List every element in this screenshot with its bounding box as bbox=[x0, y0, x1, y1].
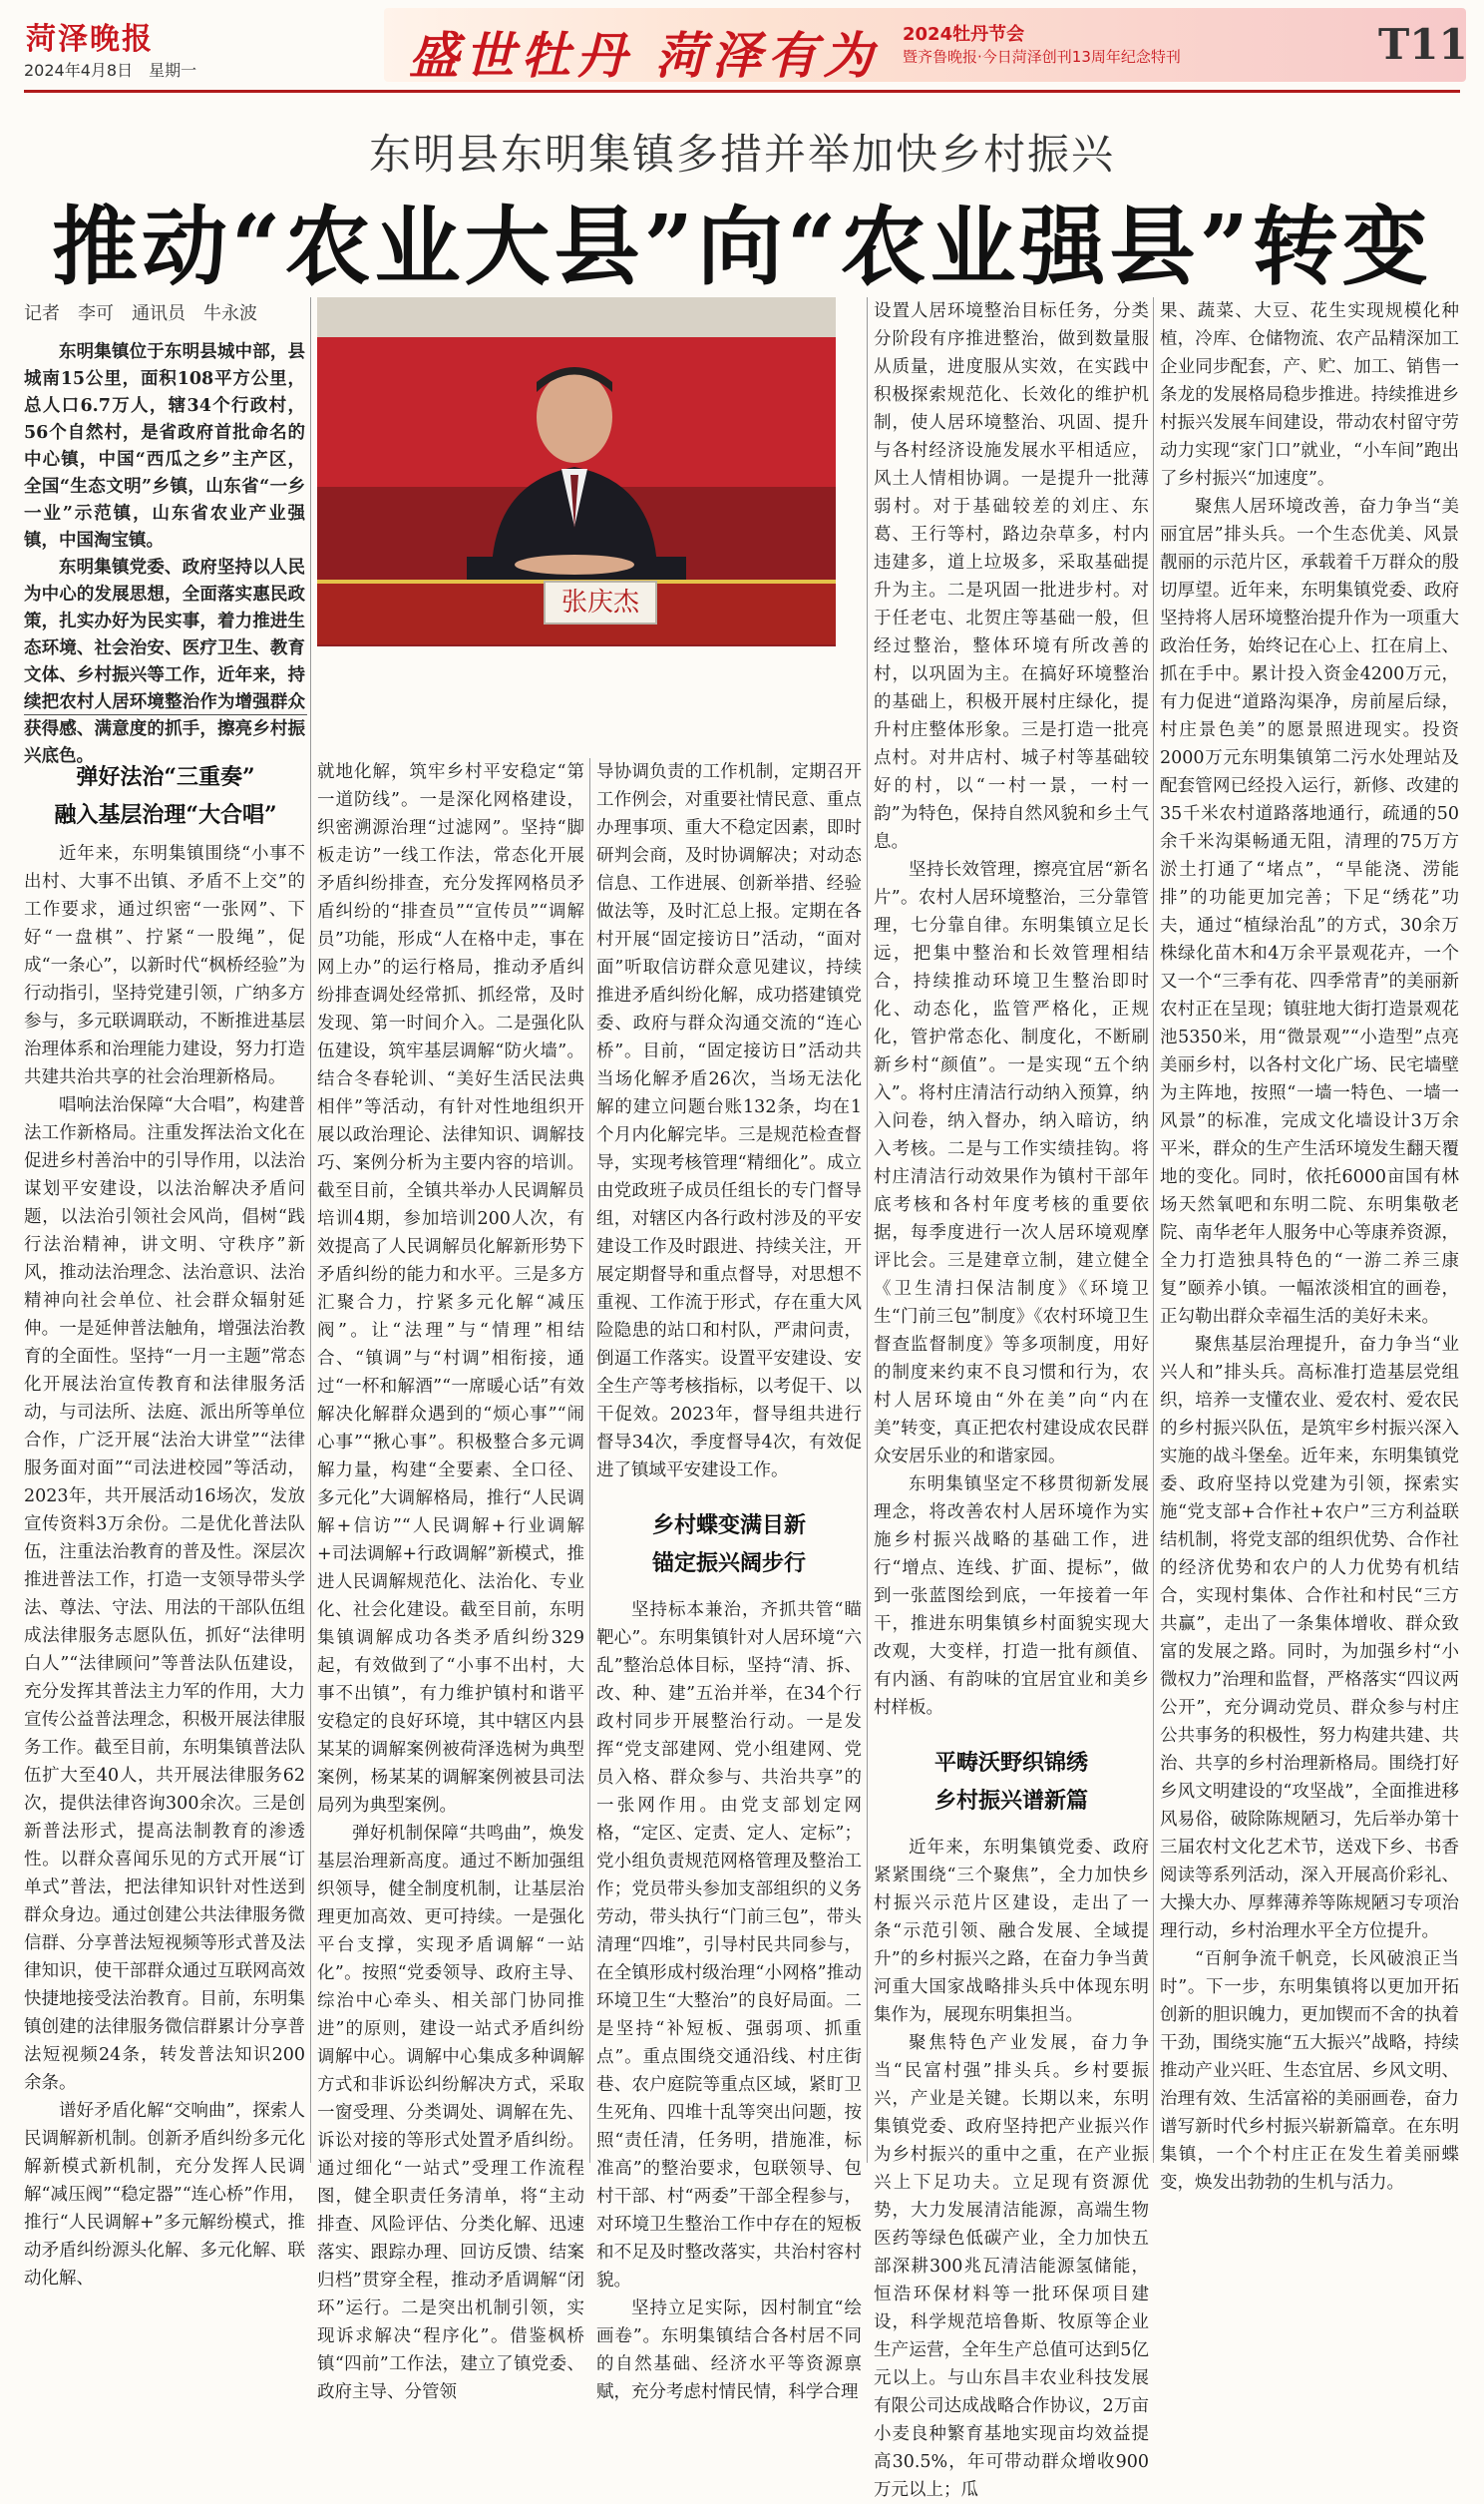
article-column bbox=[1160, 297, 1459, 2193]
body-paragraph: 坚持标本兼治，齐抓共管“瞄靶心”。东明集镇针对人居环境“六乱”整治总体目标，坚持“清、拆、改、种、建”五治并举，在34个行政村同步开展整治行动。一是发挥“党支部建网、党小组建网、党员入格、群众参与、共治共享”的一张网作用。由党支部划定网格，“定区、定责、定人、定标”；党小组负责规范网格管理及整治工作；党员带头参加支部组织的义务劳动，带头执行“门前三包”，带头清理“四堆”，引导村民共同参与，在全镇形成村级治理“小网格”推动环境卫生“大整治”的良好局面。二是坚持“补短板、强弱项、抓重点”。重点围绕交通沿线、村庄街巷、农户庭院等重点区域，紧盯卫生死角、四堆十乱等突出问题，按照“责任清，任务明，措施准，标准高”的整治要求，包联领导、包村干部、村“两委”干部全程参与，对环境卫生整治工作中存在的短板和不足及时整改落实，共治村容村貌。 bbox=[596, 1600, 862, 2291]
banner-subtitle: 暨齐鲁晚报·今日菏泽创刊13周年纪念特刊 bbox=[903, 48, 1181, 66]
issue-date: 2024年4月8日 星期一 bbox=[24, 61, 197, 80]
section-title: 乡村振兴谱新篇 bbox=[933, 1788, 1088, 1814]
body-paragraph: “百舸争流千帆竞，长风破浪正当时”。下一步，东明集镇将以更加开拓创新的胆识魄力，更加锲而不舍的执着干劲，围绕实施“五大振兴”战略，持续推动产业兴旺、生态宜居、乡风文明、治理有效、生活富裕的美丽画卷，奋力谱写新时代乡村振兴崭新篇章。在东明集镇，一个个村庄正在发生着美丽蝶变，焕发出勃勃的生机与活力。 bbox=[1160, 1949, 1459, 2193]
column-rule bbox=[1153, 297, 1154, 2163]
body-paragraph: 东明集镇坚定不移贯彻新发展理念，将改善农村人居环境作为实施乡村振兴战略的基础工作，进行“增点、连线、扩面、提标”，做到一张蓝图绘到底，一年接着一年干，推进东明集镇乡村面貌实现大改观，大变样，打造一批有颜值、有内涵、有韵味的宜居宜业和美乡村样板。 bbox=[874, 1474, 1149, 1718]
lead-paragraph: 东明集镇党委、政府坚持以人民为中心的发展思想，全面落实惠民政策，扎实办好为民实事，着力推进生态环境、社会治安、医疗卫生、教育文体、乡村振兴等工作，近年来，持续把农村人居环境整治作为增强群众获得感、满意度的抓手，擦亮乡村振兴底色。 bbox=[24, 558, 305, 766]
article-kicker: 东明县东明集镇多措并举加快乡村振兴 bbox=[368, 130, 1115, 179]
section-heading bbox=[596, 1506, 862, 1582]
body-paragraph: 就地化解，筑牢乡村平安稳定“第一道防线”。一是深化网格建设，织密溯源治理“过滤网”。坚持“脚板走访”一线工作法，常态化开展矛盾纠纷排查，充分发挥网格员矛盾纠纷的“排查员”“宣传员”“调解员”功能，形成“人在格中走，事在网上办”的运行格局，推动矛盾纠纷排查调处经常抓、抓经常，及时发现、第一时间介入。二是强化队伍建设，筑牢基层调解“防火墙”。结合冬春轮训、“美好生活民法典相伴”等活动，有针对性地组织开展以政治理论、法律知识、调解技巧、案例分析为主要内容的培训。截至目前，全镇共举办人民调解员培训4期，参加培训200人次，有效提高了人民调解员化解新形势下矛盾纠纷的能力和水平。三是多方汇聚合力，拧紧多元化解“减压阀”。让“法理”与“情理”相结合、“镇调”与“村调”相衔接，通过“一杯和解酒”“一席暖心话”有效解决化解群众遇到的“烦心事”“闹心事”“揪心事”。积极整合多元调解力量，构建“全要素、全口径、多元化”大调解格局，推行“人民调解+信访”“人民调解+行业调解+司法调解+行政调解”新模式，推进人民调解规范化、法治化、专业化、社会化建设。截至目前，东明集镇调解成功各类矛盾纠纷329起，有效做到了“小事不出村，大事不出镇”，有力维护镇村和谐平安稳定的良好环境，其中辖区内县某某的调解案例被荷泽选树为典型案例，杨某某的调解案例被县司法局列为典型案例。 bbox=[317, 762, 584, 1816]
column-rule bbox=[867, 297, 868, 2163]
body-paragraph: 聚焦特色产业发展，奋力争当“民富村强”排头兵。乡村要振兴，产业是关键。长期以来，东明集镇党委、政府坚持把产业振兴作为乡村振兴的重中之重，在产业振兴上下足功夫。立足现有资源优势，大力发展清洁能源，高端生物医药等绿色低碳产业，全力加快五部深耕300兆瓦清洁能源氢储能，恒浩环保材料等一批环保项目建设，科学规范培鲁斯、牧原等企业生产运营，全年生产总值可达到5亿元以上。与山东昌丰农业科技发展有限公司达成战略合作协议，2万亩小麦良种繁育基地实现亩均效益提高30.5%，年可带动群众增收900万元以上；瓜 bbox=[874, 2033, 1149, 2500]
section-title: 乡村蝶变满目新 bbox=[651, 1512, 806, 1538]
section-title: 锚定振兴阔步行 bbox=[651, 1550, 806, 1576]
body-paragraph: 聚焦基层治理提升，奋力争当“业兴人和”排头兵。高标准打造基层党组织，培养一支懂农业、爱农村、爱农民的乡村振兴队伍，是筑牢乡村振兴深入实施的战斗堡垒。近年来，东明集镇党委、政府坚持以党建为引领，探索实施“党支部+合作社+农户”三方利益联结机制，将党支部的组织优势、合作社的经济优势和农户的人力优势有机结合，实现村集体、合作社和村民“三方共赢”，走出了一条集体增收、群众致富的发展之路。同时，为加强乡村“小微权力”治理和监督，严格落实“四议两公开”，充分调动党员、群众参与村庄公共事务的积极性，努力构建共建、共治、共享的乡村治理新格局。围绕打好乡风文明建设的“攻坚战”，全面推进移风易俗，破除陈规陋习，先后举办第十三届农村文化艺术节，送戏下乡、书香阅读等系列活动，深入开展高价彩礼、大操大办、厚葬薄养等陈规陋习专项治理行动，乡村治理水平全方位提升。 bbox=[1160, 1335, 1459, 1941]
body-paragraph: 近年来，东明集镇围绕“小事不出村、大事不出镇、矛盾不上交”的工作要求，通过织密“一张网”、下好“一盘棋”、拧紧“一股绳”，促成“一条心”，以新时代“枫桥经验”为行动指引，坚持党建引领，广纳多方参与，多元联调联动，不断推进基层治理体系和治理能力建设，努力打造共建共治共享的社会治理新格局。 bbox=[24, 844, 305, 1087]
column-rule bbox=[310, 297, 311, 2163]
article-column bbox=[317, 758, 584, 2402]
article-byline: 记者 李可 通讯员 牛永波 bbox=[24, 303, 257, 324]
banner-festival: 2024牡丹节会 bbox=[903, 24, 1025, 45]
section-heading bbox=[24, 758, 307, 834]
article-column bbox=[874, 297, 1149, 2500]
article-lead bbox=[24, 339, 305, 770]
body-paragraph: 果、蔬菜、大豆、花生实现规模化种植，冷库、仓储物流、农产品精深加工企业同步配套，产、贮、加工、销售一条龙的发展格局稳步推进。持续推进乡村振兴发展车间建设，带动农村留守劳动力实现“家门口”就业，“小车间”跑出了乡村振兴“加速度”。 bbox=[1160, 301, 1459, 489]
article-headline: 推动“农业大县”向“农业强县”转变 bbox=[52, 197, 1432, 297]
lead-paragraph: 东明集镇位于东明县城中部，县城南15公里，面积108平方公里，总人口6.7万人，辖34个行政村，56个自然村，是省政府首批命名的中心镇，中国“西瓜之乡”主产区，全国“生态文明”乡镇，山东省“一乡一业”示范镇，山东省农业产业强镇，中国淘宝镇。 bbox=[24, 342, 305, 551]
article-column bbox=[596, 758, 862, 2402]
body-paragraph: 近年来，东明集镇党委、政府紧紧围绕“三个聚焦”，全力加快乡村振兴示范片区建设，走出了一条“示范引领、融合发展、全域提升”的乡村振兴之路，在奋力争当黄河重大国家战略排头兵中体现东明集作为，展现东明集担当。 bbox=[874, 1838, 1149, 2025]
body-paragraph: 聚焦人居环境改善，奋力争当“美丽宜居”排头兵。一个生态优美、风景靓丽的示范片区，承载着千万群众的殷切厚望。近年来，东明集镇党委、政府坚持将人居环境整治提升作为一项重大政治任务，始终记在心上、扛在肩上、抓在手中。累计投入资金4200万元，有力促进“道路沟渠净，房前屋后绿，村庄景色美”的愿景照进现实。投资2000万元东明集镇第二污水处理站及配套管网已经投入运行，新修、改建的35千米农村道路落地通行，疏通的50余千米沟渠畅通无阻，清理的75万方淤土打通了“堵点”，“旱能浇、涝能排”的功能更加完善；下足“绣花”功夫，通过“植绿治乱”的方式，30余万株绿化苗木和4万余平景观花卉，一个又一个“三季有花、四季常青”的美丽新农村正在呈现；镇驻地大街打造景观花池5350米，用“微景观”“小造型”点亮美丽乡村，以各村文化广场、民宅墙壁为主阵地，按照“一墙一特色、一墙一风景”的标准，完成文化墙设计3万余平米，群众的生产生活环境发生翻天覆地的变化。同时，依托6000亩国有林场天然氧吧和东明二院、东明集敬老院、南华老年人服务中心等康养资源，全力打造独具特色的“一游二养三康复”颐养小镇。一幅浓淡相宜的画卷，正勾勒出群众幸福生活的美好未来。 bbox=[1160, 497, 1459, 1327]
newspaper-logo: 菏泽晚报 bbox=[26, 22, 154, 57]
body-paragraph: 坚持长效管理，擦亮宜居“新名片”。农村人居环境整治，三分靠管理，七分靠自律。东明集镇立足长远，把集中整治和长效管理相结合，持续推动环境卫生整治即时化、动态化，监管严格化，正规化，管护常态化、制度化，不断刷新乡村“颜值”。一是实现“五个纳入”。将村庄清洁行动纳入预算，纳入问卷，纳入督办，纳入暗访，纳入考核。二是与工作实绩挂钩。将村庄清洁行动效果作为镇村干部年底考核和各村年度考核的重要依据，每季度进行一次人居环境观摩评比会。三是建章立制，建立健全《卫生清扫保洁制度》《环境卫生“门前三包”制度》《农村环境卫生督查监督制度》等多项制度，用好的制度来约束不良习惯和行为，农村人居环境由“外在美”向“内在美”转变，真正把农村建设成农民群众安居乐业的和谐家园。 bbox=[874, 860, 1149, 1466]
nameplate: 张庆杰 bbox=[544, 581, 657, 625]
masthead-rule bbox=[24, 90, 1460, 93]
body-paragraph: 坚持立足实际，因村制宜“绘画卷”。东明集镇结合各村居不同的自然基础、经济水平等资源禀赋，充分考虑村情民情，科学合理 bbox=[596, 2298, 862, 2402]
lead-divider bbox=[24, 714, 307, 715]
body-paragraph: 谱好矛盾化解“交响曲”，探索人民调解新机制。创新矛盾纠纷多元化解新模式新机制，充分发挥人民调解“减压阀”“稳定器”“连心桥”作用，推行“人民调解+”多元解纷模式，推动矛盾纠纷源头化解、多元化解、联动化解、 bbox=[24, 2101, 305, 2289]
body-paragraph: 导协调负责的工作机制，定期召开工作例会，对重要社情民意、重点办理事项、重大不稳定因素，即时研判会商，及时协调解决；对动态信息、工作进展、创新举措、经验做法等，及时汇总上报。定期在各村开展“固定接访日”活动，“面对面”听取信访群众意见建议，持续推进矛盾纠纷化解，成功搭建镇党委、政府与群众沟通交流的“连心桥”。目前，“固定接访日”活动共当场化解矛盾26次，当场无法化解的建立问题台账132条，均在1个月内化解完毕。三是规范检查督导，实现考核管理“精细化”。成立由党政班子成员任组长的专门督导组，对辖区内各行政村涉及的平安建设工作及时跟进、持续关注，开展定期督导和重点督导，对思想不重视、工作流于形式，存在重大风险隐患的站口和村队，严肃问责，倒逼工作落实。设置平安建设、安全生产等考核指标，以考促干、以干促效。2023年，督导组共进行督导34次，季度督导4次，有效促进了镇域平安建设工作。 bbox=[596, 762, 862, 1480]
column-rule bbox=[589, 758, 590, 2163]
section-title: 融入基层治理“大合唱” bbox=[54, 802, 277, 828]
body-paragraph: 弹好机制保障“共鸣曲”，焕发基层治理新高度。通过不断加强组织领导，健全制度机制，让基层治理更加高效、更可持续。一是强化平台支撑，实现矛盾调解“一站化”。按照“党委领导、政府主导、综治中心牵头、相关部门协同推进”的原则，建设一站式矛盾纠纷调解中心。调解中心集成多种调解方式和非诉讼纠纷解决方式，采取一窗受理、分类调处、调解在先、诉讼对接的等形式处置矛盾纠纷。通过细化“一站式”受理工作流程图，健全职责任务清单，将“主动排查、风险评估、分类化解、迅速落实、跟踪办理、回访反馈、结案归档”贯穿全程，推动矛盾调解“闭环”运行。二是突出机制引领，实现诉求解决“程序化”。借鉴枫桥镇“四前”工作法，建立了镇党委、政府主导、分管领 bbox=[317, 1824, 584, 2402]
banner-slogan: 盛世牡丹 菏泽有为 bbox=[409, 26, 880, 85]
section-title: 平畴沃野织锦绣 bbox=[933, 1750, 1088, 1776]
section-heading bbox=[874, 1744, 1149, 1820]
page-number: T11 bbox=[1378, 20, 1468, 69]
body-paragraph: 设置人居环境整治目标任务，分类分阶段有序推进整治，做到数量服从质量，进度服从实效，在实践中积极探索规范化、长效化的维护机制，使人居环境整治、巩固、提升与各村经济设施发展水平相适应，风土人情相协调。一是提升一批薄弱村。对于基础较差的刘庄、东葛、王行等村，路边杂草多，村内违建多，道上垃圾多，采取基础提升为主。二是巩固一批进步村。对于任老屯、北贺庄等基础一般，但经过整治，整体环境有所改善的村，以巩固为主。在搞好环境整治的基础上，积极开展村庄绿化，提升村庄整体形象。三是打造一批亮点村。对井店村、城子村等基础较好的村，以“一村一景，一村一韵”为特色，保持自然风貌和乡土气息。 bbox=[874, 301, 1149, 852]
body-paragraph: 唱响法治保障“大合唱”，构建普法工作新格局。注重发挥法治文化在促进乡村善治中的引导作用，以法治谋划平安建设，以法治解决矛盾问题，以法治引领社会风尚，倡树“践行法治精神，讲文明、守秩序”新风，推动法治理念、法治意识、法治精神向社会单位、社会群众辐射延伸。一是延伸普法触角，增强法治教育的全面性。坚持“一月一主题”常态化开展法治宣传教育和法律服务活动，与司法所、法庭、派出所等单位合作，广泛开展“法治大讲堂”“法律服务面对面”“司法进校园”等活动，2023年，共开展活动16场次，发放宣传资料3万余份。二是优化普法队伍，注重法治教育的普及性。深层次推进普法工作，打造一支领导带头学法、尊法、守法、用法的干部队伍组成法律服务志愿队伍，抓好“法律明白人”“法律顾问”等普法队伍建设，充分发挥其普法主力军的作用，大力宣传公益普法理念，积极开展法律服务工作。截至目前，东明集镇普法队伍扩大至40人，共开展法律服务62次，提供法律咨询300余次。三是创新普法形式，提高法制教育的渗透性。以群众喜闻乐见的方式开展“订单式”普法，把法律知识针对性送到群众身边。通过创建公共法律服务微信群、分享普法短视频等形式普及法律知识，使干部群众通过互联网高效快捷地接受法治教育。目前，东明集镇创建的法律服务微信群累计分享普法短视频24条，转发普法知识200余条。 bbox=[24, 1095, 305, 2093]
article-column bbox=[24, 840, 305, 2289]
section-title: 弹好法治“三重奏” bbox=[76, 764, 255, 790]
